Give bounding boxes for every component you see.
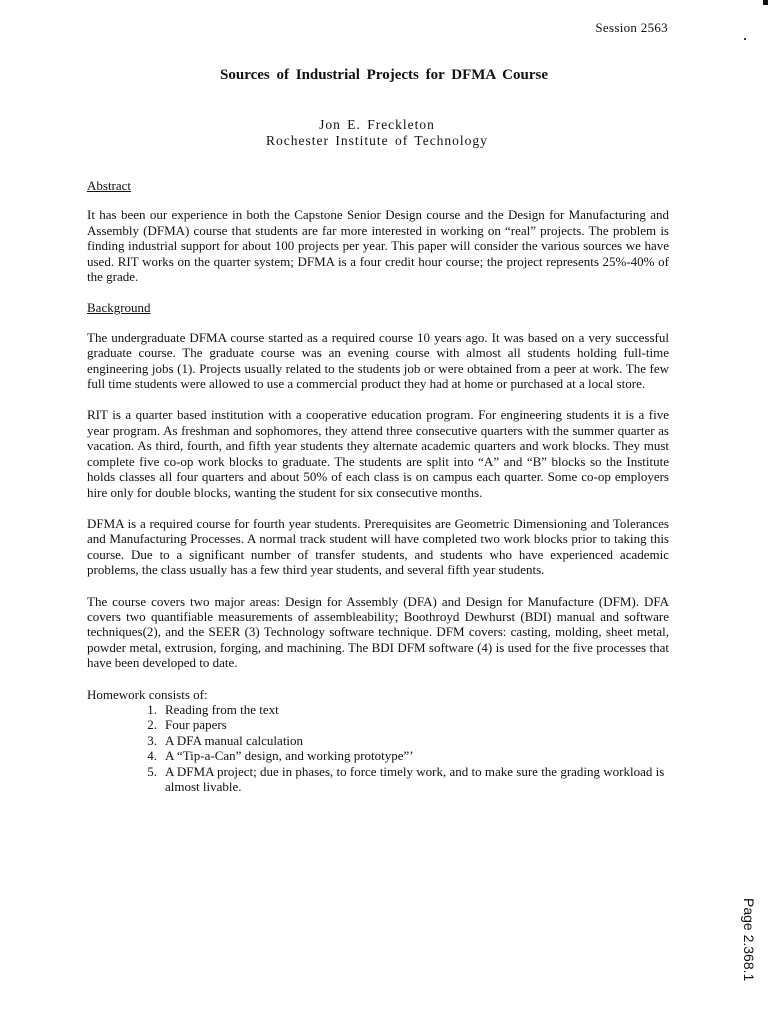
abstract-heading: Abstract bbox=[87, 178, 132, 193]
list-item-text: Reading from the text bbox=[165, 701, 279, 717]
list-item-text: Four papers bbox=[165, 717, 227, 733]
author-name: Jon E. Freckleton bbox=[319, 117, 435, 132]
list-item bbox=[87, 733, 669, 748]
homework-list bbox=[87, 702, 669, 794]
list-item-text: A “Tip-a-Can” design, and working prototype”’ bbox=[165, 748, 414, 764]
list-item-text: A DFMA project; due in phases, to force timely work, and to make sure the grading workload is almost livable. bbox=[165, 763, 665, 794]
background-paragraph-1: The undergraduate DFMA course started as a required course 10 years ago. It was based on a very successful graduate course. The graduate course was an evening course with almost all students holding full-time engineering jobs (1). Projects usually related to the students job or were obtained from a peer at work. The few full time students were allowed to use a commercial product they had at home or purchased at a local store. bbox=[87, 329, 669, 392]
background-paragraph-2: RIT is a quarter based institution with a cooperative education program. For engineering students it is a five year program. As freshman and sophomores, they attend three consecutive quarters with the summer quarter as vacation. As third, fourth, and fifth year students they alternate academic quarters and work blocks. They must complete five co-op work blocks to graduate. The students are split into “A” and “B” blocks so the Institute holds classes all four quarters and about 50% of each class is on campus each quarter. Some co-op employers hire only for double blocks, wanting the student for six consecutive months. bbox=[87, 407, 669, 500]
paper-title: Sources of Industrial Projects for DFMA Course bbox=[220, 67, 548, 83]
list-item bbox=[87, 764, 669, 795]
abstract-text: It has been our experience in both the Capstone Senior Design course and the Design for Manufacturing and Assembly (DFMA) course that students are far more interested in working on “real” projects. The problem is finding industrial support for about 100 projects per year. This paper will consider the various sources we have used. RIT works on the quarter system; DFMA is a four credit hour course; the project represents 25%-40% of the grade. bbox=[87, 207, 669, 285]
list-item-number: 5. bbox=[147, 763, 157, 779]
session-number: Session 2563 bbox=[595, 20, 668, 35]
author-affiliation: Rochester Institute of Technology bbox=[266, 133, 488, 148]
list-item bbox=[87, 702, 669, 717]
page-number: Page 2.368.1 bbox=[741, 898, 757, 982]
list-item bbox=[87, 748, 669, 763]
corner-dot bbox=[744, 38, 746, 40]
background-heading: Background bbox=[87, 300, 151, 316]
list-item-number: 2. bbox=[147, 717, 157, 733]
list-item bbox=[87, 717, 669, 732]
paper-body bbox=[87, 178, 669, 794]
background-paragraph-4: The course covers two major areas: Design for Assembly (DFA) and Design for Manufacture (DFM). DFA covers two quantifiable measurements of assembleability; Boothroyd Dewhurst (BDI) manual and software techniques(2), and the SEER (3) Technology software technique. DFM covers: casting, molding, sheet metal, powder metal, extrusion, forging, and machining. The BDI DFM software (4) is used for the five processes that have been developed to date. bbox=[87, 593, 669, 671]
list-item-number: 3. bbox=[147, 732, 157, 748]
list-item-number: 4. bbox=[147, 748, 157, 764]
list-item-text: A DFA manual calculation bbox=[165, 732, 304, 748]
homework-intro: Homework consists of: bbox=[87, 686, 208, 702]
corner-mark bbox=[763, 0, 768, 5]
background-paragraph-3: DFMA is a required course for fourth year students. Prerequisites are Geometric Dimensioning and Tolerances and Manufacturing Processes. A normal track student will have completed two work blocks prior to taking this course. Due to a significant number of transfer students, and students who have experienced academic problems, the class usually has a few third year students, and several fifth year students. bbox=[87, 515, 669, 578]
list-item-number: 1. bbox=[147, 701, 157, 717]
